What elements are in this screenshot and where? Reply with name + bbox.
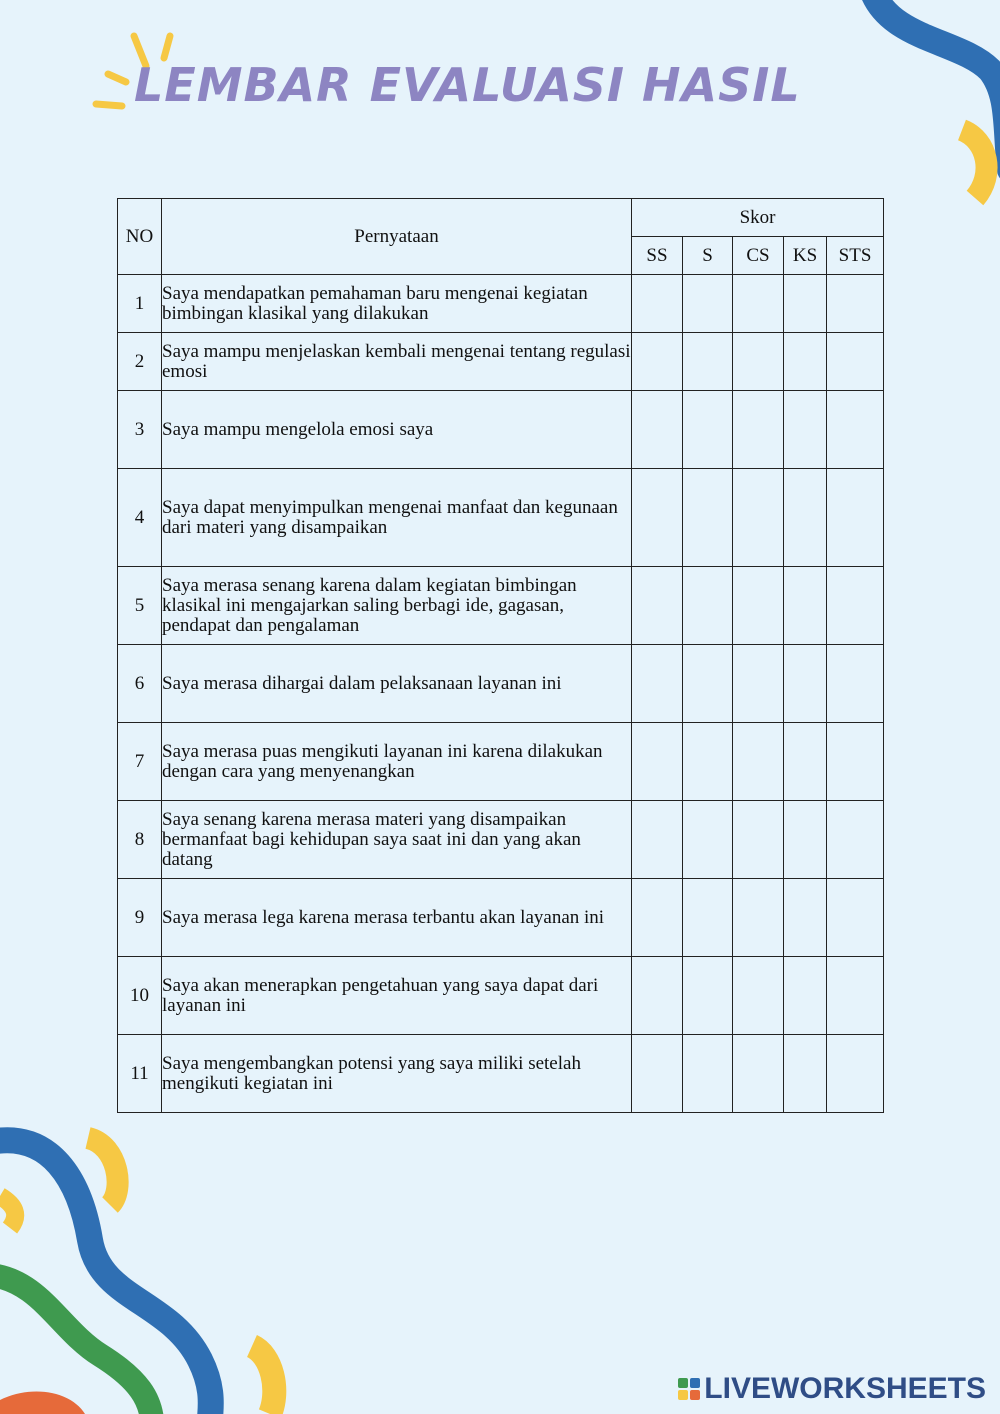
score-cell-ks[interactable] [784, 645, 827, 723]
score-cell-ss[interactable] [632, 391, 683, 469]
table-row [118, 879, 884, 957]
score-cell-sts[interactable] [827, 957, 884, 1035]
table-row [118, 275, 884, 333]
row-statement: Saya mendapatkan pemahaman baru mengenai kegiatan bimbingan klasikal yang dilakukan [162, 275, 632, 333]
row-statement: Saya mampu menjelaskan kembali mengenai tentang regulasi emosi [162, 333, 632, 391]
score-cell-sts[interactable] [827, 1035, 884, 1113]
score-cell-cs[interactable] [733, 645, 784, 723]
score-cell-cs[interactable] [733, 391, 784, 469]
row-statement: Saya merasa lega karena merasa terbantu akan layanan ini [162, 879, 632, 957]
score-cell-s[interactable] [683, 275, 733, 333]
bottom-left-yellow-arc-1 [88, 1138, 118, 1205]
header-statement: Pernyataan [162, 199, 632, 275]
row-statement: Saya dapat menyimpulkan mengenai manfaat dan kegunaan dari materi yang disampaikan [162, 469, 632, 567]
score-cell-cs[interactable] [733, 469, 784, 567]
score-cell-ks[interactable] [784, 879, 827, 957]
row-statement: Saya merasa senang karena dalam kegiatan bimbingan klasikal ini mengajarkan saling berbagi ide, gagasan, pendapat dan pengalaman [162, 567, 632, 645]
table-row [118, 645, 884, 723]
score-cell-s[interactable] [683, 469, 733, 567]
score-cell-ss[interactable] [632, 723, 683, 801]
score-cell-cs[interactable] [733, 1035, 784, 1113]
score-cell-sts[interactable] [827, 469, 884, 567]
score-cell-s[interactable] [683, 333, 733, 391]
row-statement: Saya mengembangkan potensi yang saya miliki setelah mengikuti kegiatan ini [162, 1035, 632, 1113]
row-number: 5 [118, 567, 162, 645]
score-cell-s[interactable] [683, 879, 733, 957]
table-row [118, 1035, 884, 1113]
bottom-left-yellow-arc-3 [252, 1346, 274, 1414]
row-number: 2 [118, 333, 162, 391]
score-cell-sts[interactable] [827, 333, 884, 391]
header-score-ss: SS [632, 237, 683, 275]
table-row [118, 567, 884, 645]
score-cell-ks[interactable] [784, 333, 827, 391]
row-statement: Saya akan menerapkan pengetahuan yang saya dapat dari layanan ini [162, 957, 632, 1035]
score-cell-sts[interactable] [827, 723, 884, 801]
row-statement: Saya merasa dihargai dalam pelaksanaan layanan ini [162, 645, 632, 723]
liveworksheets-logo-icon [678, 1378, 700, 1400]
row-number: 7 [118, 723, 162, 801]
row-statement: Saya merasa puas mengikuti layanan ini karena dilakukan dengan cara yang menyenangkan [162, 723, 632, 801]
score-cell-cs[interactable] [733, 567, 784, 645]
brand-name: LIVEWORKSHEETS [704, 1372, 986, 1405]
score-cell-ss[interactable] [632, 645, 683, 723]
table-row [118, 801, 884, 879]
bottom-left-orange-blob [0, 1392, 85, 1414]
row-statement: Saya senang karena merasa materi yang disampaikan bermanfaat bagi kehidupan saya saat ini dan yang akan datang [162, 801, 632, 879]
score-cell-s[interactable] [683, 723, 733, 801]
score-cell-ss[interactable] [632, 879, 683, 957]
header-no: NO [118, 199, 162, 275]
score-cell-ks[interactable] [784, 723, 827, 801]
score-cell-cs[interactable] [733, 957, 784, 1035]
header-score: Skor [632, 199, 884, 237]
liveworksheets-brand[interactable] [678, 1372, 986, 1406]
score-cell-cs[interactable] [733, 801, 784, 879]
score-cell-s[interactable] [683, 391, 733, 469]
score-cell-ss[interactable] [632, 567, 683, 645]
row-number: 10 [118, 957, 162, 1035]
bottom-left-yellow-arc-2 [0, 1196, 15, 1228]
score-cell-ss[interactable] [632, 801, 683, 879]
score-cell-ks[interactable] [784, 567, 827, 645]
table-row [118, 333, 884, 391]
score-cell-ks[interactable] [784, 275, 827, 333]
score-cell-ks[interactable] [784, 391, 827, 469]
score-cell-s[interactable] [683, 957, 733, 1035]
table-row [118, 391, 884, 469]
score-cell-ss[interactable] [632, 275, 683, 333]
score-cell-sts[interactable] [827, 275, 884, 333]
score-cell-sts[interactable] [827, 567, 884, 645]
score-cell-ss[interactable] [632, 469, 683, 567]
score-cell-s[interactable] [683, 645, 733, 723]
table-row [118, 957, 884, 1035]
row-number: 11 [118, 1035, 162, 1113]
score-cell-ks[interactable] [784, 801, 827, 879]
row-number: 8 [118, 801, 162, 879]
row-statement: Saya mampu mengelola emosi saya [162, 391, 632, 469]
score-cell-ss[interactable] [632, 957, 683, 1035]
page-title: LEMBAR EVALUASI HASIL [134, 58, 801, 112]
score-cell-cs[interactable] [733, 723, 784, 801]
row-number: 3 [118, 391, 162, 469]
score-cell-ss[interactable] [632, 333, 683, 391]
header-score-cs: CS [733, 237, 784, 275]
score-cell-s[interactable] [683, 567, 733, 645]
row-number: 6 [118, 645, 162, 723]
score-cell-sts[interactable] [827, 645, 884, 723]
evaluation-table [117, 198, 884, 1113]
row-number: 1 [118, 275, 162, 333]
score-cell-ks[interactable] [784, 957, 827, 1035]
table-row [118, 469, 884, 567]
row-number: 4 [118, 469, 162, 567]
score-cell-sts[interactable] [827, 879, 884, 957]
header-score-ks: KS [784, 237, 827, 275]
score-cell-ss[interactable] [632, 1035, 683, 1113]
score-cell-sts[interactable] [827, 801, 884, 879]
score-cell-cs[interactable] [733, 275, 784, 333]
table-row [118, 723, 884, 801]
score-cell-ks[interactable] [784, 1035, 827, 1113]
row-number: 9 [118, 879, 162, 957]
score-cell-sts[interactable] [827, 391, 884, 469]
score-cell-cs[interactable] [733, 879, 784, 957]
header-score-s: S [683, 237, 733, 275]
score-cell-s[interactable] [683, 1035, 733, 1113]
score-cell-s[interactable] [683, 801, 733, 879]
header-score-sts: STS [827, 237, 884, 275]
score-cell-ks[interactable] [784, 469, 827, 567]
score-cell-cs[interactable] [733, 333, 784, 391]
top-right-yellow-arc [962, 130, 987, 198]
